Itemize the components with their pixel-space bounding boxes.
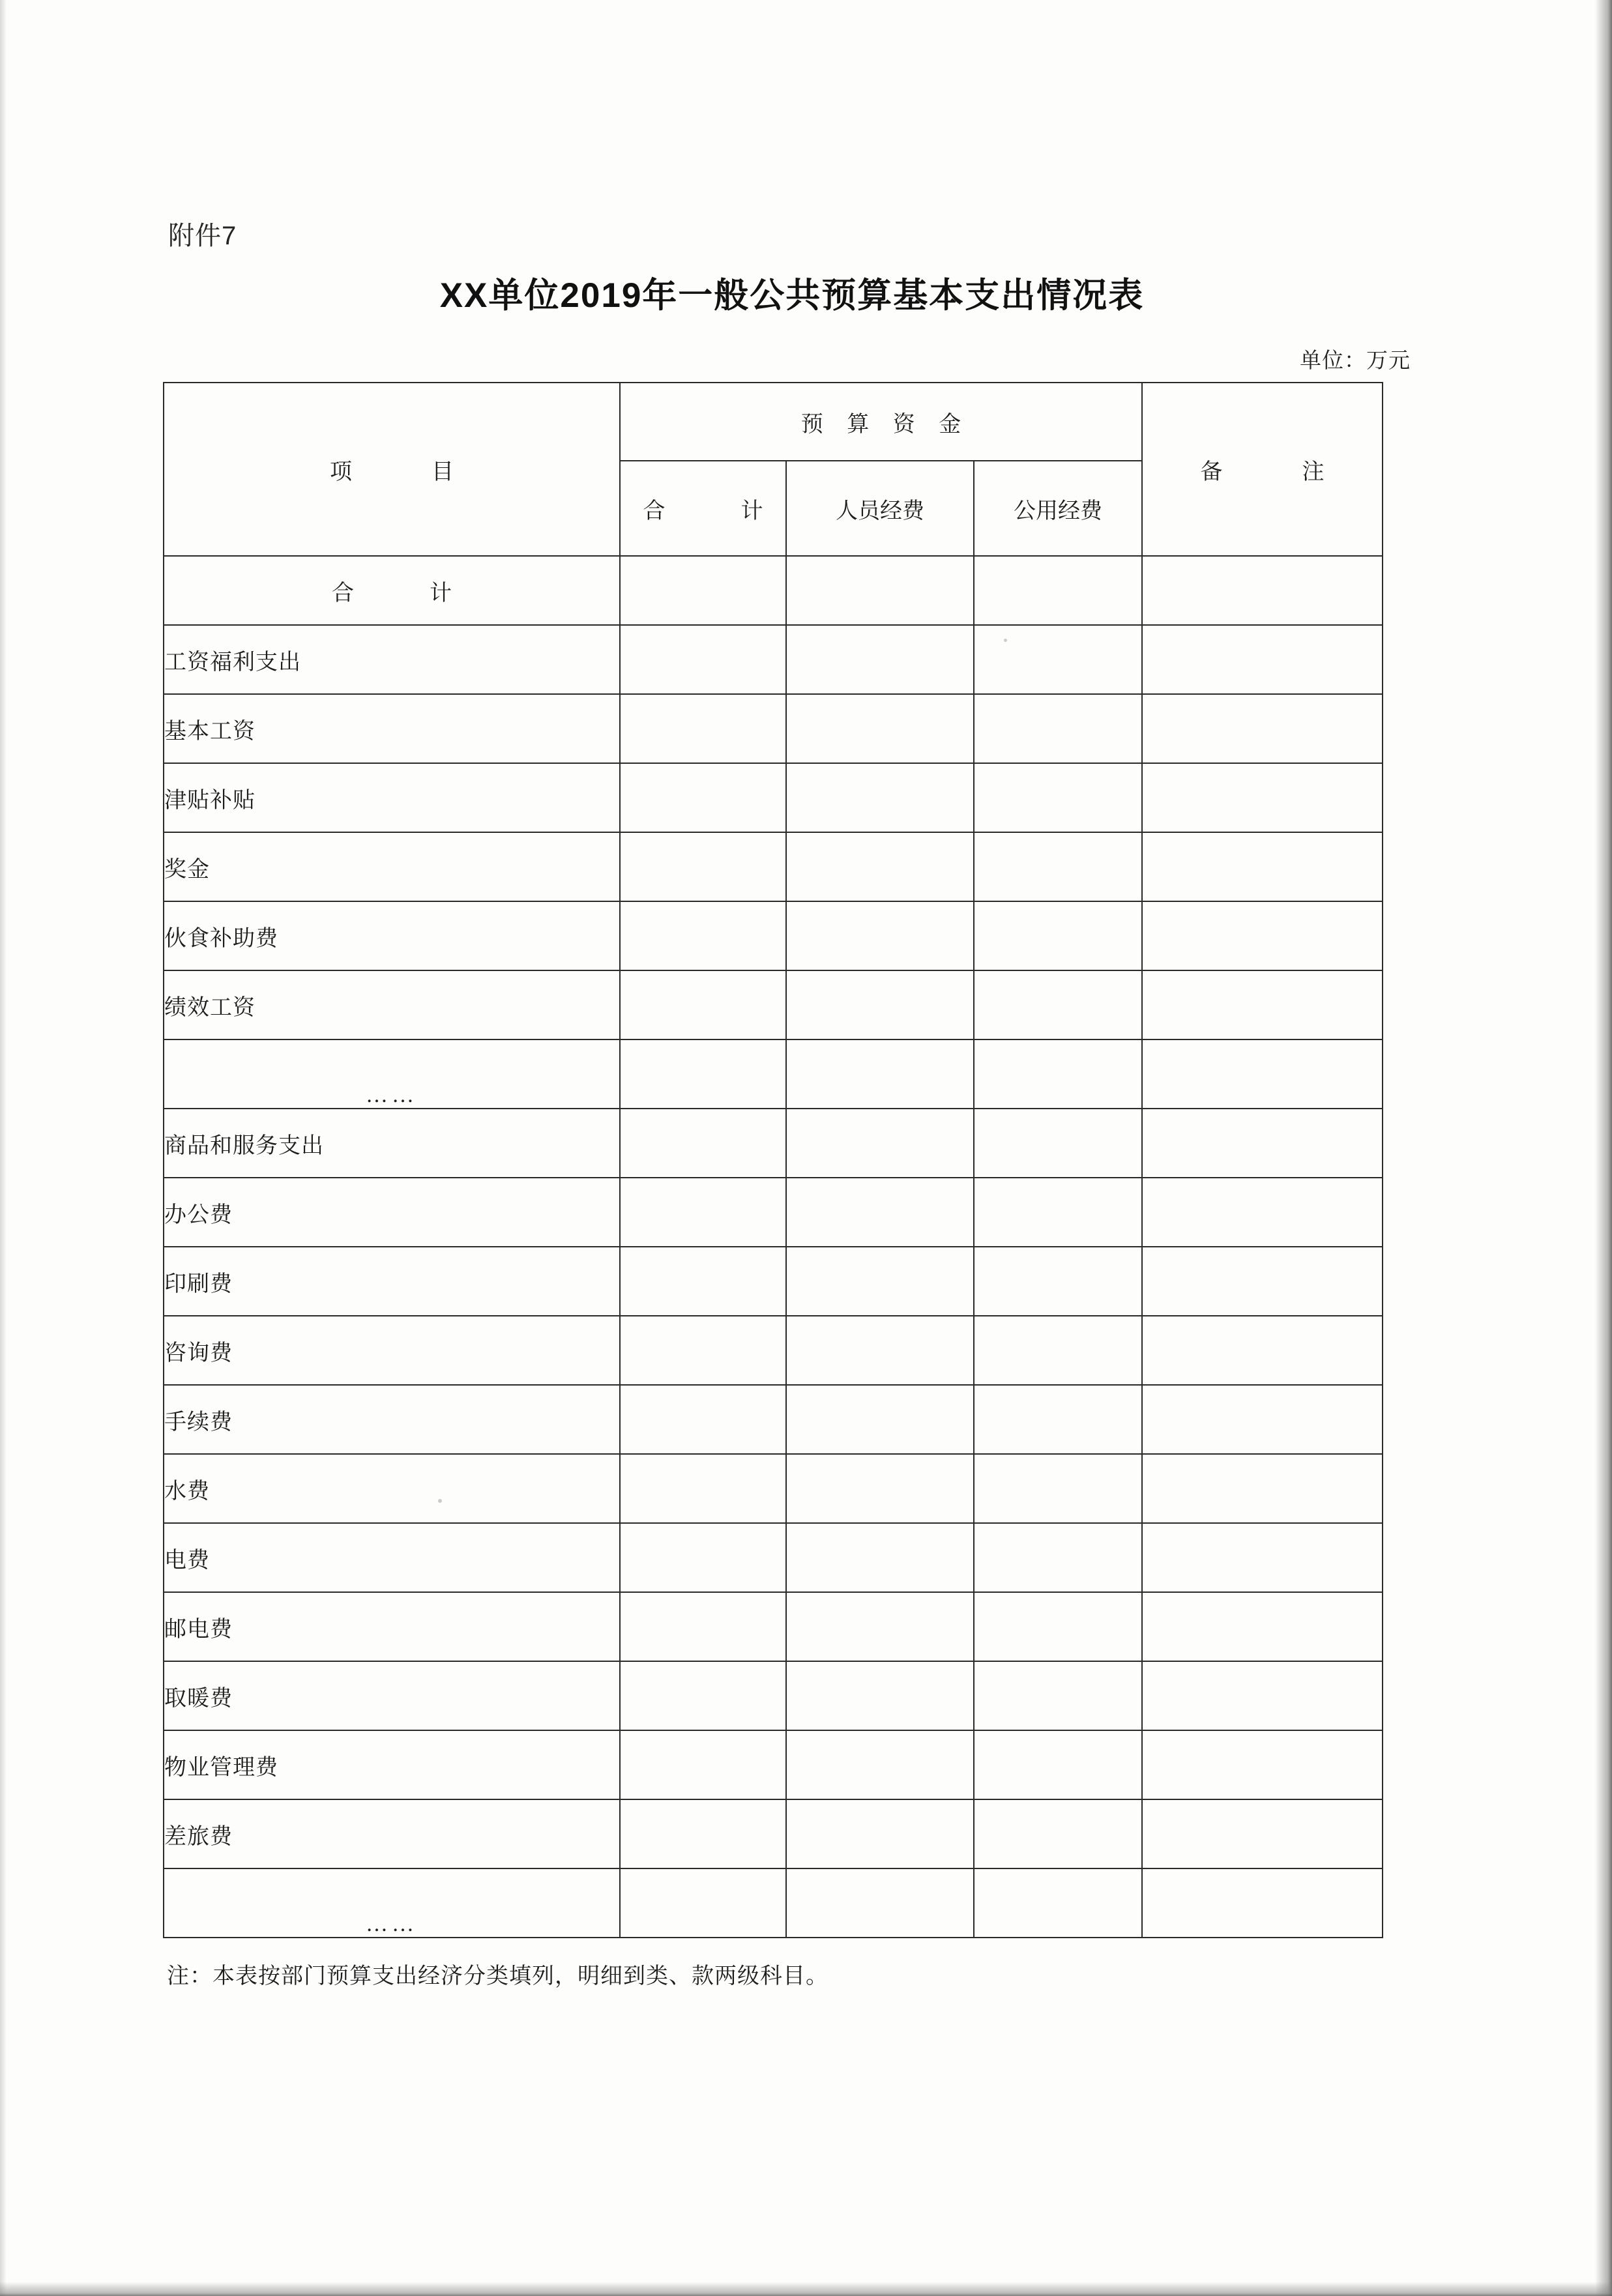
cell-public[interactable] xyxy=(974,832,1142,901)
cell-personnel[interactable] xyxy=(786,763,974,832)
cell-remark[interactable] xyxy=(1142,1454,1383,1523)
cell-total[interactable] xyxy=(620,1247,786,1316)
cell-personnel[interactable] xyxy=(786,1730,974,1799)
table-row xyxy=(164,970,1383,1039)
cell-personnel[interactable] xyxy=(786,1592,974,1661)
cell-remark[interactable] xyxy=(1142,1178,1383,1247)
cell-public[interactable] xyxy=(974,1661,1142,1730)
table-row xyxy=(164,1523,1383,1592)
cell-public[interactable] xyxy=(974,556,1142,625)
cell-personnel[interactable] xyxy=(786,1178,974,1247)
cell-total[interactable] xyxy=(620,1592,786,1661)
cell-remark[interactable] xyxy=(1142,1109,1383,1178)
cell-public[interactable] xyxy=(974,763,1142,832)
column-header-public: 公用经费 xyxy=(974,461,1142,556)
table-body xyxy=(164,556,1383,1938)
table-row xyxy=(164,625,1383,694)
cell-personnel[interactable] xyxy=(786,901,974,970)
cell-remark[interactable] xyxy=(1142,1868,1383,1938)
cell-remark[interactable] xyxy=(1142,832,1383,901)
table-row xyxy=(164,1109,1383,1178)
row-label: 商品和服务支出 xyxy=(164,1109,620,1178)
cell-personnel[interactable] xyxy=(786,1523,974,1592)
cell-public[interactable] xyxy=(974,1799,1142,1868)
row-label: 咨询费 xyxy=(164,1316,620,1385)
row-label: 物业管理费 xyxy=(164,1730,620,1799)
row-label: …… xyxy=(164,1868,620,1938)
cell-total[interactable] xyxy=(620,1523,786,1592)
table-row xyxy=(164,1178,1383,1247)
cell-public[interactable] xyxy=(974,1247,1142,1316)
table-row xyxy=(164,1799,1383,1868)
cell-total[interactable] xyxy=(620,625,786,694)
table-row xyxy=(164,901,1383,970)
cell-remark[interactable] xyxy=(1142,1316,1383,1385)
cell-public[interactable] xyxy=(974,1385,1142,1454)
row-label: 取暖费 xyxy=(164,1661,620,1730)
cell-total[interactable] xyxy=(620,1730,786,1799)
cell-remark[interactable] xyxy=(1142,1247,1383,1316)
row-label: 邮电费 xyxy=(164,1592,620,1661)
row-label: …… xyxy=(164,1039,620,1109)
cell-total[interactable] xyxy=(620,1039,786,1109)
row-label: 工资福利支出 xyxy=(164,625,620,694)
cell-public[interactable] xyxy=(974,1316,1142,1385)
cell-personnel[interactable] xyxy=(786,625,974,694)
row-label: 合 计 xyxy=(164,556,620,625)
cell-total[interactable] xyxy=(620,832,786,901)
cell-public[interactable] xyxy=(974,1178,1142,1247)
cell-remark[interactable] xyxy=(1142,1799,1383,1868)
cell-remark[interactable] xyxy=(1142,1523,1383,1592)
cell-remark[interactable] xyxy=(1142,763,1383,832)
cell-total[interactable] xyxy=(620,1316,786,1385)
cell-remark[interactable] xyxy=(1142,1592,1383,1661)
cell-total[interactable] xyxy=(620,694,786,763)
cell-total[interactable] xyxy=(620,1178,786,1247)
scan-edge-right xyxy=(1595,0,1612,2296)
cell-public[interactable] xyxy=(974,1523,1142,1592)
row-label: 奖金 xyxy=(164,832,620,901)
table-row xyxy=(164,1868,1383,1938)
scan-edge-left xyxy=(0,0,7,2296)
table-row xyxy=(164,556,1383,625)
table-row xyxy=(164,1385,1383,1454)
cell-public[interactable] xyxy=(974,1454,1142,1523)
table-footnote: 注：本表按部门预算支出经济分类填列，明细到类、款两级科目。 xyxy=(167,1964,828,1988)
budget-table xyxy=(163,382,1383,1938)
cell-public[interactable] xyxy=(974,625,1142,694)
cell-public[interactable] xyxy=(974,1592,1142,1661)
table-row xyxy=(164,1454,1383,1523)
page-title: XX单位2019年一般公共预算基本支出情况表 xyxy=(439,276,1145,315)
cell-remark[interactable] xyxy=(1142,694,1383,763)
cell-public[interactable] xyxy=(974,970,1142,1039)
table-row xyxy=(164,763,1383,832)
cell-total[interactable] xyxy=(620,1109,786,1178)
row-label: 水费 xyxy=(164,1454,620,1523)
cell-remark[interactable] xyxy=(1142,1039,1383,1109)
row-label: 办公费 xyxy=(164,1178,620,1247)
cell-personnel[interactable] xyxy=(786,1247,974,1316)
column-header-item: 项 目 xyxy=(164,383,620,556)
unit-note: 单位：万元 xyxy=(1300,349,1411,373)
table-row xyxy=(164,832,1383,901)
cell-public[interactable] xyxy=(974,694,1142,763)
table-row xyxy=(164,694,1383,763)
cell-personnel[interactable] xyxy=(786,1868,974,1938)
cell-public[interactable] xyxy=(974,1109,1142,1178)
cell-personnel[interactable] xyxy=(786,1316,974,1385)
cell-remark[interactable] xyxy=(1142,625,1383,694)
cell-personnel[interactable] xyxy=(786,1109,974,1178)
document-content xyxy=(163,215,1421,1990)
cell-remark[interactable] xyxy=(1142,1730,1383,1799)
cell-public[interactable] xyxy=(974,1868,1142,1938)
cell-total[interactable] xyxy=(620,1868,786,1938)
table-row xyxy=(164,1661,1383,1730)
cell-personnel[interactable] xyxy=(786,1039,974,1109)
cell-personnel[interactable] xyxy=(786,832,974,901)
cell-personnel[interactable] xyxy=(786,970,974,1039)
cell-remark[interactable] xyxy=(1142,1385,1383,1454)
scan-edge-bottom xyxy=(0,2282,1612,2296)
cell-remark[interactable] xyxy=(1142,556,1383,625)
cell-remark[interactable] xyxy=(1142,970,1383,1039)
row-label: 手续费 xyxy=(164,1385,620,1454)
table-row xyxy=(164,1730,1383,1799)
cell-personnel[interactable] xyxy=(786,1385,974,1454)
cell-public[interactable] xyxy=(974,1730,1142,1799)
row-label: 伙食补助费 xyxy=(164,901,620,970)
column-header-personnel: 人员经费 xyxy=(786,461,974,556)
row-label: 印刷费 xyxy=(164,1247,620,1316)
table-row xyxy=(164,1247,1383,1316)
cell-public[interactable] xyxy=(974,1039,1142,1109)
cell-total[interactable] xyxy=(620,1454,786,1523)
cell-total[interactable] xyxy=(620,1661,786,1730)
row-label: 电费 xyxy=(164,1523,620,1592)
cell-total[interactable] xyxy=(620,556,786,625)
cell-personnel[interactable] xyxy=(786,556,974,625)
row-label: 差旅费 xyxy=(164,1799,620,1868)
cell-total[interactable] xyxy=(620,901,786,970)
cell-remark[interactable] xyxy=(1142,1661,1383,1730)
table-head xyxy=(164,383,1383,556)
table-header-row-top xyxy=(164,383,1383,461)
row-label: 绩效工资 xyxy=(164,970,620,1039)
column-header-total: 合 计 xyxy=(620,461,786,556)
column-header-budget-fund: 预 算 资 金 xyxy=(620,383,1142,461)
cell-personnel[interactable] xyxy=(786,1799,974,1868)
cell-total[interactable] xyxy=(620,1799,786,1868)
cell-total[interactable] xyxy=(620,970,786,1039)
cell-personnel[interactable] xyxy=(786,1454,974,1523)
cell-personnel[interactable] xyxy=(786,694,974,763)
cell-total[interactable] xyxy=(620,1385,786,1454)
column-header-remark: 备 注 xyxy=(1142,383,1383,556)
table-row xyxy=(164,1592,1383,1661)
table-row xyxy=(164,1039,1383,1109)
cell-public[interactable] xyxy=(974,901,1142,970)
table-row xyxy=(164,1316,1383,1385)
cell-remark[interactable] xyxy=(1142,901,1383,970)
cell-total[interactable] xyxy=(620,763,786,832)
row-label: 津贴补贴 xyxy=(164,763,620,832)
cell-personnel[interactable] xyxy=(786,1661,974,1730)
row-label: 基本工资 xyxy=(164,694,620,763)
attachment-label: 附件7 xyxy=(168,222,237,250)
